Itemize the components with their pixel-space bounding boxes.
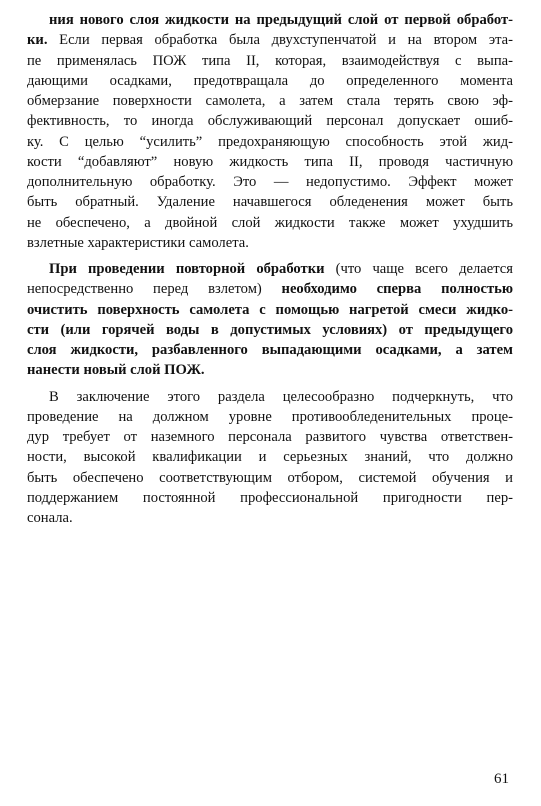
text-run: ности, высокой квалификации и серьезных знаний, что должно — [27, 449, 513, 466]
bold-text-run: сти (или горячей воды в допустимых условиях) от предыдущего — [27, 321, 513, 338]
text-line — [27, 132, 513, 152]
text-line — [27, 320, 513, 340]
bold-text-run: ния нового слоя жидкости на предыдущий слой от первой обработ- — [49, 12, 513, 28]
text-run: фективность, то иногда обслуживающий персонал допускает ошиб- — [27, 113, 513, 130]
text-run: кости “добавляют” новую жидкость типа II, проводя частичную — [27, 153, 513, 170]
text-line — [27, 300, 513, 320]
text-line — [27, 152, 513, 172]
text-line — [27, 233, 513, 253]
bold-text-run: необходимо сперва полностью — [281, 281, 513, 298]
paragraph-repeat-treatment-rule — [27, 259, 513, 381]
bold-text-run: При проведении повторной обработки — [49, 261, 325, 277]
bold-text-run: очистить поверхность самолета с помощью нагретой смеси жидко- — [27, 301, 513, 318]
text-line — [27, 387, 513, 407]
text-run: взлетные характеристики самолета. — [27, 234, 249, 251]
text-line — [27, 10, 513, 30]
text-run: проведение на должном уровне противообледенительных проце- — [27, 408, 513, 425]
text-line — [27, 192, 513, 212]
text-run: (что чаще всего делается — [324, 261, 513, 277]
paragraph-previous-layer-warning — [27, 10, 513, 253]
text-run: дур требует от наземного персонала развитого чувства ответствен- — [27, 429, 513, 445]
text-line — [27, 508, 513, 528]
paragraph-conclusion — [27, 387, 513, 529]
text-line — [27, 259, 513, 279]
text-run: Если первая обработка была двухступенчатой и на втором эта- — [47, 32, 513, 49]
text-run: ку. С целью “усилить” предохраняющую способность этой жид- — [27, 133, 513, 150]
text-line — [27, 447, 513, 467]
text-line — [27, 91, 513, 111]
text-run: не обеспечено, а двойной слой жидкости также может ухудшить — [27, 214, 513, 231]
text-line — [27, 340, 513, 360]
text-run: дающими осадками, предотвращала до определенного момента — [27, 72, 513, 89]
text-line — [27, 468, 513, 488]
text-run: пе применялась ПОЖ типа II, которая, взаимодействуя с выпа- — [27, 52, 513, 69]
text-run: В заключение этого раздела целесообразно подчеркнуть, что — [49, 388, 513, 405]
bold-text-run: нанести новый слой ПОЖ. — [27, 362, 205, 379]
text-line — [27, 360, 513, 380]
text-run: непосредственно перед взлетом) — [27, 281, 282, 298]
text-line — [27, 407, 513, 427]
text-run: поддержанием постоянной профессиональной пригодности пер- — [27, 489, 513, 506]
text-line — [27, 111, 513, 131]
text-line — [27, 213, 513, 233]
text-line — [27, 71, 513, 91]
text-line — [27, 172, 513, 192]
text-line — [27, 488, 513, 508]
text-line — [27, 427, 513, 447]
text-run: сонала. — [27, 510, 73, 526]
bold-text-run: слоя жидкости, разбавленного выпадающими осадками, а затем — [27, 342, 513, 358]
text-run: обмерзание поверхности самолета, а затем стала терять свою эф- — [27, 93, 513, 109]
page-body — [27, 10, 513, 528]
text-line — [27, 51, 513, 71]
text-run: дополнительную обработку. Это — недопустимо. Эффект может — [27, 174, 513, 190]
bold-text-run: ки. — [27, 32, 48, 49]
text-line — [27, 30, 513, 50]
page-number: 61 — [494, 771, 509, 787]
text-run: быть обеспечено соответствующим отбором, системой обучения и — [27, 469, 513, 486]
text-line — [27, 279, 513, 299]
text-run: быть обратный. Удаление начавшегося обледенения может быть — [27, 194, 513, 211]
